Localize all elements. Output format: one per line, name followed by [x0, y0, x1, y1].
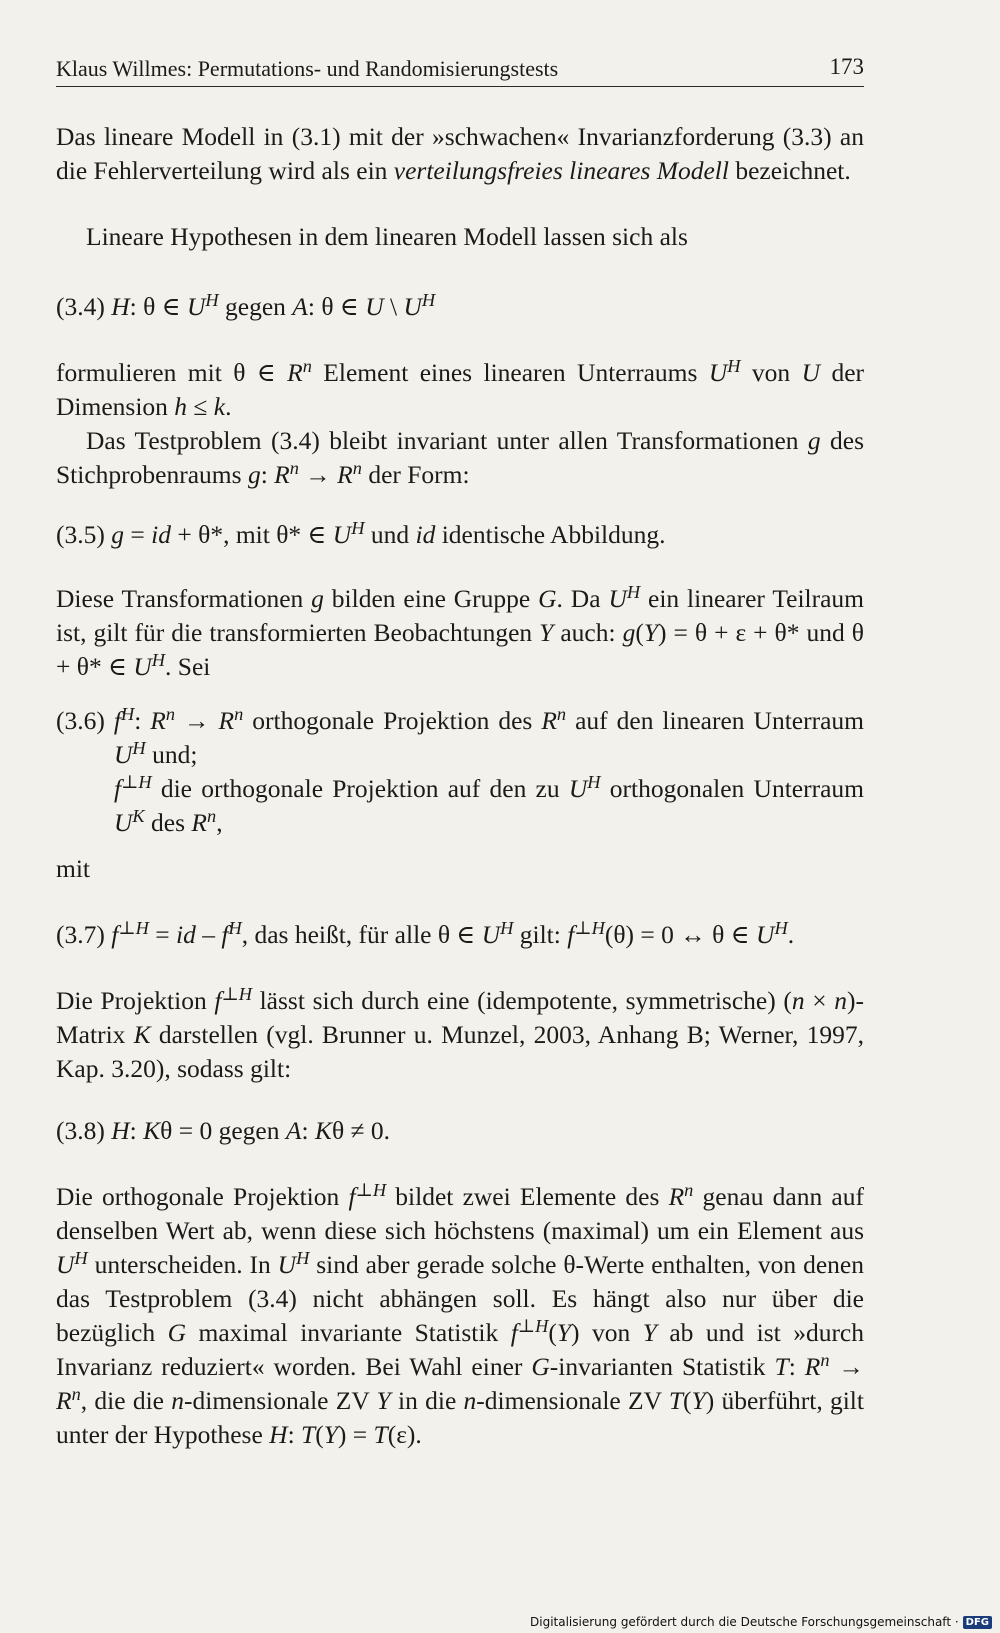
text-run: (3.7)	[56, 920, 112, 949]
text-run: auf den linearen Unterraum	[566, 706, 864, 735]
math-symbol: g	[807, 426, 821, 455]
math-symbol: f	[214, 986, 222, 1015]
superscript: n	[207, 805, 217, 826]
dfg-logo: DFG	[963, 1616, 992, 1629]
text-run: bilden eine Gruppe	[323, 584, 539, 613]
text-run: darstellen (vgl. Brunner u. Munzel, 2003, Anhang B; Werner, 1997, Kap. 3.20), sodass gilt:	[56, 1020, 864, 1083]
superscript: n	[234, 703, 244, 724]
formula-3-6	[56, 704, 864, 840]
text-run: der Form:	[361, 460, 470, 489]
math-symbol: id	[176, 920, 196, 949]
text-run: des	[144, 808, 192, 837]
text-run: (3.6)	[56, 706, 114, 735]
superscript: n	[352, 457, 362, 478]
superscript: ⊥H	[574, 917, 605, 938]
text-run: .	[787, 920, 795, 949]
text-run: Die Projektion	[56, 986, 215, 1015]
math-symbol: T	[774, 1352, 789, 1381]
math-symbol: U	[114, 740, 133, 769]
math-symbol: f	[567, 920, 575, 949]
superscript: H	[296, 1247, 310, 1268]
text-run: )-Matrix	[56, 986, 865, 1049]
superscript: n	[302, 355, 312, 376]
text-run: Diese Transformationen	[56, 584, 312, 613]
text-run: maximal invariante Statistik	[186, 1318, 511, 1347]
text-run: identische Abbildung.	[435, 520, 666, 549]
math-symbol: f	[111, 920, 119, 949]
math-symbol: K	[314, 1116, 332, 1145]
page-number: 173	[829, 54, 864, 79]
paragraph-2	[56, 220, 864, 254]
running-title: Klaus Willmes: Permutations- und Randomisierungstests	[56, 56, 559, 81]
text-run: →	[298, 460, 338, 489]
math-symbol: U	[277, 1250, 297, 1279]
superscript: ⊥H	[121, 771, 152, 792]
digitization-footer	[530, 1615, 992, 1629]
math-symbol: K	[143, 1116, 161, 1145]
paragraph-7	[56, 1180, 864, 1452]
text-run: mit	[56, 854, 91, 883]
math-symbol: U	[365, 292, 384, 321]
text-run: + θ*, mit θ* ∈	[170, 520, 333, 549]
superscript: H	[774, 917, 788, 938]
text-run: (3.4)	[56, 292, 112, 321]
text-run: ) =	[337, 1420, 374, 1449]
text-run: -dimensionale ZV	[476, 1386, 669, 1415]
math-symbol: n	[791, 986, 805, 1015]
math-symbol: Y	[539, 618, 554, 647]
superscript: n	[289, 457, 299, 478]
math-symbol: U	[186, 292, 206, 321]
math-symbol: U	[133, 652, 152, 681]
math-symbol: R	[56, 1386, 72, 1415]
math-symbol: n	[834, 986, 848, 1015]
text-run: :	[287, 1420, 302, 1449]
superscript: H	[120, 703, 135, 724]
text-run: =	[123, 520, 152, 549]
text-run: gegen	[218, 292, 293, 321]
text-run: genau dann auf denselben Wert ab, wenn diese sich höchstens (maximal) um ein Element aus	[56, 1182, 864, 1245]
text-run: .	[225, 392, 232, 421]
math-symbol: f	[348, 1182, 356, 1211]
math-symbol: Y	[642, 1318, 657, 1347]
math-symbol: U	[801, 358, 821, 387]
math-symbol: R	[218, 706, 235, 735]
math-symbol: U	[568, 774, 588, 803]
math-symbol: g	[311, 584, 324, 613]
text-run: -invarianten Statistik	[549, 1352, 775, 1381]
superscript: H	[421, 289, 436, 310]
superscript: n	[684, 1179, 694, 1200]
superscript: ⊥H	[355, 1179, 387, 1200]
math-symbol: f	[221, 920, 229, 949]
text-run: θ ≠ 0.	[331, 1116, 391, 1145]
text-run: des Stichprobenraums	[56, 426, 864, 489]
text-run: sind aber gerade solche θ-Werte enthalten, von denen das Testproblem (3.4) nicht abhängen soll. Es hängt also nur über die bezüglich	[56, 1250, 864, 1347]
paragraph-5	[56, 582, 864, 684]
math-symbol: g	[111, 520, 124, 549]
math-symbol: U	[56, 1250, 75, 1279]
text-run: :	[260, 460, 275, 489]
math-symbol: T	[668, 1386, 683, 1415]
math-symbol: U	[332, 520, 352, 549]
superscript: ⊥H	[221, 983, 252, 1004]
text-run: ≤	[187, 392, 214, 421]
text-run: , das heißt, für alle θ ∈	[241, 920, 482, 949]
math-symbol: U	[756, 920, 775, 949]
text: Lineare Hypothesen in dem linearen Modell lassen sich als	[86, 222, 688, 251]
math-symbol: R	[274, 460, 290, 489]
text: bezeichnet.	[728, 156, 851, 185]
text-run: ,	[216, 808, 223, 837]
text-run: . Sei	[165, 652, 211, 681]
superscript: H	[151, 649, 166, 670]
text-run: -dimensionale ZV	[184, 1386, 377, 1415]
superscript: H	[351, 517, 365, 538]
text-run: auch:	[553, 618, 623, 647]
text-run: –	[195, 920, 222, 949]
math-symbol: h	[174, 392, 188, 421]
math-symbol: g	[622, 618, 636, 647]
math-symbol: n	[171, 1386, 185, 1415]
text-run: (θ) = 0 ↔ θ ∈	[604, 920, 757, 949]
text-run: ) von	[571, 1318, 643, 1347]
text-run: (	[683, 1386, 692, 1415]
math-symbol: H	[111, 1116, 130, 1145]
math-symbol: H	[269, 1420, 288, 1449]
math-symbol: G	[538, 584, 557, 613]
text-run: \	[383, 292, 404, 321]
superscript: n	[165, 703, 176, 724]
text-run: Element eines linearen Unterraums	[311, 358, 709, 387]
math-symbol: A	[292, 292, 308, 321]
text-run: =	[148, 920, 176, 949]
text-run: und;	[145, 740, 198, 769]
math-symbol: R	[150, 706, 166, 735]
superscript: ⊥H	[517, 1315, 549, 1336]
text: Das lineare Modell in (3.1) mit der »schwachen« Invarianzforderung (3.3) an die Fehlerverteilung wird als ein	[56, 122, 864, 185]
text-run: ab und ist »durch Invarianz reduziert« worden. Bei Wahl einer	[56, 1318, 864, 1381]
math-symbol: T	[373, 1420, 388, 1449]
math-symbol: g	[247, 460, 261, 489]
text-run: θ = 0 gegen	[160, 1116, 286, 1145]
math-symbol: R	[541, 706, 557, 735]
math-symbol: U	[608, 584, 627, 613]
text-run: :	[134, 706, 151, 735]
paragraph-1	[56, 120, 864, 188]
math-symbol: f	[510, 1318, 518, 1347]
math-symbol: G	[531, 1352, 550, 1381]
text-run: ) = θ + ε + θ* und θ + θ* ∈	[56, 618, 864, 681]
math-symbol: K	[133, 1020, 151, 1049]
text-run: :	[129, 1116, 144, 1145]
math-symbol: n	[463, 1386, 477, 1415]
superscript: H	[132, 737, 146, 758]
text-run: orthogonale Projektion des	[243, 706, 542, 735]
math-symbol: f	[114, 774, 122, 803]
text-run: →	[829, 1352, 865, 1381]
formula-3-7	[56, 918, 864, 952]
text-run: und	[364, 520, 416, 549]
math-symbol: Y	[691, 1386, 706, 1415]
text-run: (3.5)	[56, 520, 112, 549]
text-run: →	[175, 706, 219, 735]
math-symbol: id	[151, 520, 171, 549]
math-symbol: R	[191, 808, 207, 837]
math-symbol: Y	[556, 1318, 572, 1347]
formula-3-6-line-1	[56, 704, 864, 772]
math-symbol: f	[113, 706, 121, 735]
text-run: Die orthogonale Projektion	[56, 1182, 349, 1211]
text-run: . Da	[556, 584, 609, 613]
math-symbol: U	[114, 808, 133, 837]
math-symbol: U	[708, 358, 728, 387]
text-run: (	[635, 618, 644, 647]
text-run: orthogonalen Unterraum	[600, 774, 864, 803]
math-symbol: R	[287, 358, 303, 387]
text-run: (ε).	[387, 1420, 422, 1449]
math-symbol: Y	[323, 1420, 338, 1449]
formula-3-8	[56, 1114, 864, 1148]
math-symbol: R	[337, 460, 353, 489]
text-run: (3.8)	[56, 1116, 112, 1145]
superscript: n	[556, 703, 567, 724]
superscript: n	[820, 1349, 830, 1370]
text-run: in die	[390, 1386, 464, 1415]
superscript: ⊥H	[118, 917, 149, 938]
text-run: formulieren mit θ ∈	[56, 358, 288, 387]
math-symbol: R	[668, 1182, 685, 1211]
formula-3-6-line-2	[56, 772, 864, 840]
footer-text: Digitalisierung gefördert durch die Deutsche Forschungsgemeinschaft ·	[530, 1615, 959, 1629]
paragraph-4	[56, 424, 864, 492]
math-symbol: R	[804, 1352, 821, 1381]
superscript: K	[132, 805, 145, 826]
text-run: ein linearer Teilraum ist, gilt für die transformierten Beobachtungen	[56, 584, 865, 647]
math-symbol: Y	[376, 1386, 391, 1415]
text-run: von	[740, 358, 802, 387]
running-header	[56, 52, 864, 87]
text-run: (	[315, 1420, 324, 1449]
text-run: , die die	[80, 1386, 172, 1415]
math-symbol: A	[285, 1116, 302, 1145]
text-run: ) überführt, gilt unter der Hypothese	[56, 1386, 864, 1449]
math-symbol: H	[111, 292, 130, 321]
math-symbol: G	[167, 1318, 187, 1347]
superscript: H	[587, 771, 601, 792]
text-run: bildet zwei Elemente des	[386, 1182, 669, 1211]
math-symbol: Y	[643, 618, 658, 647]
superscript: H	[74, 1247, 88, 1268]
text-run: die orthogonale Projektion auf den zu	[151, 774, 569, 803]
text-run: :	[301, 1116, 315, 1145]
paragraph-6	[56, 984, 864, 1086]
formula-3-5	[56, 518, 864, 552]
math-symbol: id	[415, 520, 436, 549]
connector-mit	[56, 852, 864, 886]
superscript: H	[727, 355, 741, 376]
superscript: n	[71, 1383, 81, 1404]
math-symbol: U	[403, 292, 422, 321]
superscript: H	[228, 917, 242, 938]
emphasis-term: verteilungsfreies lineares Modell	[393, 156, 729, 185]
text-run: (	[548, 1318, 557, 1347]
formula-3-4	[56, 290, 864, 324]
superscript: H	[500, 917, 514, 938]
text-run: Das Testproblem (3.4) bleibt invariant unter allen Transformationen	[86, 426, 808, 455]
math-symbol: k	[213, 392, 226, 421]
text-run: : θ ∈	[307, 292, 366, 321]
text-run: gilt:	[513, 920, 568, 949]
text-run: : θ ∈	[129, 292, 187, 321]
superscript: H	[205, 289, 219, 310]
superscript: H	[626, 581, 641, 602]
paragraph-3	[56, 356, 864, 424]
text-run: lässt sich durch eine (idempotente, symmetrische) (	[251, 986, 792, 1015]
text-run: der Dimension	[56, 358, 865, 421]
text-run: ×	[804, 986, 835, 1015]
text-run: :	[788, 1352, 805, 1381]
text-run: unterscheiden. In	[87, 1250, 278, 1279]
math-symbol: T	[301, 1420, 316, 1449]
math-symbol: U	[481, 920, 501, 949]
